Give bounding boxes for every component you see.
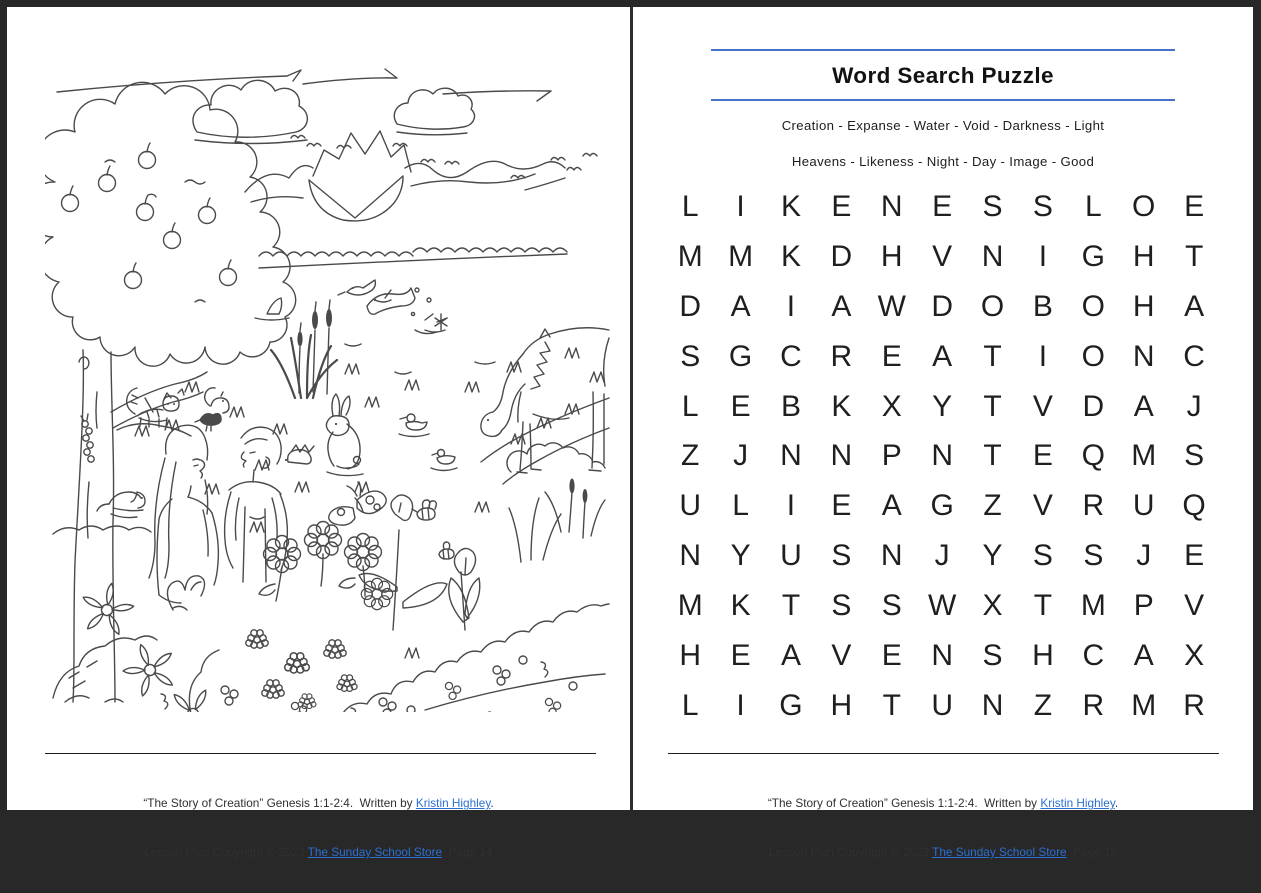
grid-letter: V [932, 239, 953, 273]
clouds [193, 80, 475, 143]
footer-copyright: Lesson Plan Copyright © 2023 [768, 845, 933, 860]
grid-letter: G [930, 489, 954, 523]
page-footer [7, 763, 630, 893]
grid-letter: N [931, 439, 953, 473]
grid-letter: E [730, 389, 751, 423]
grid-letter: A [881, 489, 902, 523]
grid-letter: P [881, 439, 902, 473]
grid-letter: J [1186, 389, 1202, 423]
grid-letter: T [1184, 239, 1204, 273]
title-rule-bottom [711, 99, 1175, 101]
grid-letter: O [980, 289, 1005, 323]
grid-letter: K [780, 189, 801, 223]
author-link[interactable]: Kristin Highley [415, 796, 491, 811]
grid-letter: E [730, 638, 751, 672]
grid-letter: I [736, 688, 745, 722]
grid-letter: I [1038, 339, 1048, 373]
footer-divider [45, 753, 596, 754]
grid-letter: N [679, 539, 702, 573]
grid-letter: N [981, 239, 1004, 273]
grid-letter: N [1132, 339, 1155, 373]
ducks [399, 414, 457, 471]
grid-letter: L [732, 489, 749, 523]
treeline [259, 248, 567, 268]
grid-letter: D [679, 289, 702, 323]
grid-letter: T [781, 589, 801, 623]
grid-letter: E [1184, 539, 1205, 573]
dog [97, 492, 145, 518]
grid-letter: V [1032, 489, 1053, 523]
footer-citation: “The Story of Creation” Genesis 1:1-2:4. Written by [143, 796, 416, 811]
footer-line-2 [7, 844, 630, 860]
grid-letter: K [730, 589, 751, 623]
berries [161, 656, 577, 712]
grid-letter: E [1032, 439, 1053, 473]
grid-letter: N [931, 638, 953, 672]
stream-bank [481, 398, 609, 484]
caterpillar [81, 414, 94, 462]
grid-letter: H [830, 688, 853, 722]
grid-letter: K [831, 389, 852, 423]
grid-letter: L [681, 389, 699, 423]
creation-garden-illustration [45, 62, 610, 712]
grid-letter: A [1133, 638, 1154, 672]
grid-letter: E [881, 638, 902, 672]
grid-letter: C [1082, 638, 1105, 672]
eve-figure [149, 425, 218, 603]
grid-letter: E [932, 189, 953, 223]
grid-letter: T [983, 389, 1002, 423]
word-list-line-2: Heavens - Likeness - Night - Day - Image - Good [791, 154, 1095, 169]
word-search-grid [665, 182, 1219, 731]
grid-letter: U [1132, 489, 1155, 523]
hedgehog [285, 445, 314, 464]
squirrel [205, 388, 229, 413]
grid-letter: O [1081, 289, 1105, 323]
footer-page-number: . Page 15 [1066, 845, 1118, 860]
grid-letter: Z [983, 489, 1002, 523]
word-search-page [633, 7, 1253, 860]
grid-letter: A [730, 289, 751, 323]
grid-letter: I [1038, 239, 1048, 273]
grid-letter: Z [681, 439, 700, 473]
grid-letter: B [780, 389, 801, 423]
grid-letter: H [1032, 638, 1054, 672]
grid-letter: Y [932, 389, 953, 423]
grid-letter: Q [1081, 439, 1105, 473]
grid-letter: A [780, 638, 801, 672]
grid-letter: E [831, 189, 852, 223]
grid-letter: C [1183, 339, 1205, 373]
grid-letter: A [1184, 289, 1205, 323]
grid-letter: T [983, 439, 1002, 473]
grid-letter: L [681, 189, 699, 223]
grid-letter: M [677, 239, 703, 273]
grid-letter: D [931, 289, 953, 323]
grid-letter: U [679, 489, 702, 523]
grid-letter: S [680, 339, 701, 373]
grid-letter: Y [730, 539, 751, 573]
grid-letter: J [733, 439, 749, 473]
grid-letter: X [982, 589, 1003, 623]
grid-letter: D [830, 239, 853, 273]
grid-letter: P [1133, 589, 1154, 623]
grid-letter: L [681, 688, 699, 722]
grid-letter: U [931, 688, 953, 722]
bushes-and-ground [53, 526, 609, 712]
grid-letter: T [983, 339, 1002, 373]
grid-letter: M [1080, 589, 1106, 623]
store-link[interactable]: The Sunday School Store [307, 845, 443, 860]
footer-divider [668, 753, 1219, 754]
grid-letter: U [780, 539, 802, 573]
grid-letter: G [1081, 239, 1105, 273]
birds [291, 136, 597, 179]
grid-letter: X [881, 389, 902, 423]
grid-letter: S [982, 638, 1003, 672]
apple-tree [45, 82, 296, 702]
grid-letter: I [786, 489, 796, 523]
rabbit [326, 394, 363, 476]
grid-letter: A [1133, 389, 1154, 423]
grid-letter: H [679, 638, 702, 672]
grid-letter: S [1032, 539, 1053, 573]
coloring-page [7, 7, 630, 860]
grid-letter: S [1032, 189, 1053, 223]
grid-letter: A [831, 289, 852, 323]
grid-letter: G [728, 339, 753, 373]
grid-letter: S [982, 189, 1003, 223]
grid-letter: H [1132, 289, 1155, 323]
grid-letter: H [1132, 239, 1155, 273]
grid-letter: J [934, 539, 950, 573]
grid-letter: R [830, 339, 853, 373]
grid-letter: E [881, 339, 902, 373]
grid-letter: O [1132, 189, 1156, 223]
grid-letter: N [780, 439, 802, 473]
footer-line-1: “The Story of Creation” Genesis 1:1-2:4. Written by Kristin Highley. [767, 796, 1119, 811]
grid-letter: V [1032, 389, 1053, 423]
grid-letter: I [786, 289, 796, 323]
word-list-line-1: Creation - Expanse - Water - Void - Darkness - Light [781, 118, 1105, 133]
page-footer [633, 763, 1253, 893]
grid-letter: M [677, 589, 703, 623]
mountains [245, 161, 565, 202]
grid-letter: S [831, 589, 852, 623]
grid-letter: H [880, 239, 903, 273]
grid-letter: N [880, 189, 903, 223]
grid-letter: N [981, 688, 1004, 722]
grid-letter: S [1083, 539, 1104, 573]
apples [62, 143, 237, 289]
cat [117, 388, 191, 436]
grid-letter: X [1184, 638, 1205, 672]
grid-letter: S [1184, 439, 1205, 473]
bees [412, 500, 454, 559]
grid-letter: S [881, 589, 902, 623]
grid-letter: E [1184, 189, 1205, 223]
grid-letter: W [877, 289, 906, 323]
jumping-fish [367, 288, 447, 334]
grid-letter: T [1033, 589, 1053, 623]
grid-letter: G [779, 688, 803, 722]
grid-letter: N [830, 439, 853, 473]
footer-line-1: “The Story of Creation” Genesis 1:1-2:4. Written by Kristin Highley. [143, 796, 494, 811]
grid-letter: C [780, 339, 802, 373]
grid-letter: B [1032, 289, 1053, 323]
grid-letter: T [882, 688, 901, 722]
grid-letter: W [927, 589, 957, 623]
footer-copyright: Lesson Plan Copyright © 2023 [144, 845, 308, 860]
grid-letter: V [1184, 589, 1205, 623]
author-link[interactable]: Kristin Highley [1040, 796, 1115, 811]
grid-letter: S [831, 539, 852, 573]
lake-shore [345, 300, 495, 374]
grid-letter: Y [982, 539, 1003, 573]
grid-letter: E [831, 489, 852, 523]
grid-letter: A [932, 339, 953, 373]
grid-letter: K [780, 239, 801, 273]
fish-fin [255, 298, 289, 320]
sun [309, 131, 411, 221]
grid-letter: R [1082, 688, 1105, 722]
grid-letter: Z [1033, 688, 1053, 722]
horse [481, 328, 609, 473]
word-search-title: Word Search Puzzle [832, 63, 1054, 88]
footer-page-number: . Page 14 [442, 845, 493, 860]
grid-letter: R [1183, 688, 1205, 722]
grid-letter: O [1081, 339, 1105, 373]
grid-letter: N [880, 539, 903, 573]
grid-letter: J [1136, 539, 1152, 573]
grid-letter: M [1131, 688, 1157, 722]
footer-line-2 [633, 844, 1253, 860]
water-bird [338, 280, 375, 295]
footer-citation: “The Story of Creation” Genesis 1:1-2:4. Written by [767, 796, 1041, 811]
grid-letter: M [728, 239, 754, 273]
store-link[interactable]: The Sunday School Store [932, 845, 1067, 860]
grid-letter: R [1082, 489, 1105, 523]
grid-letter: I [736, 189, 745, 223]
grid-letter: M [1131, 439, 1157, 473]
title-rule-top [711, 49, 1175, 51]
grid-letter: Q [1182, 489, 1206, 523]
grid-letter: V [831, 638, 852, 672]
grid-letter: D [1082, 389, 1105, 423]
grid-letter: L [1084, 189, 1102, 223]
